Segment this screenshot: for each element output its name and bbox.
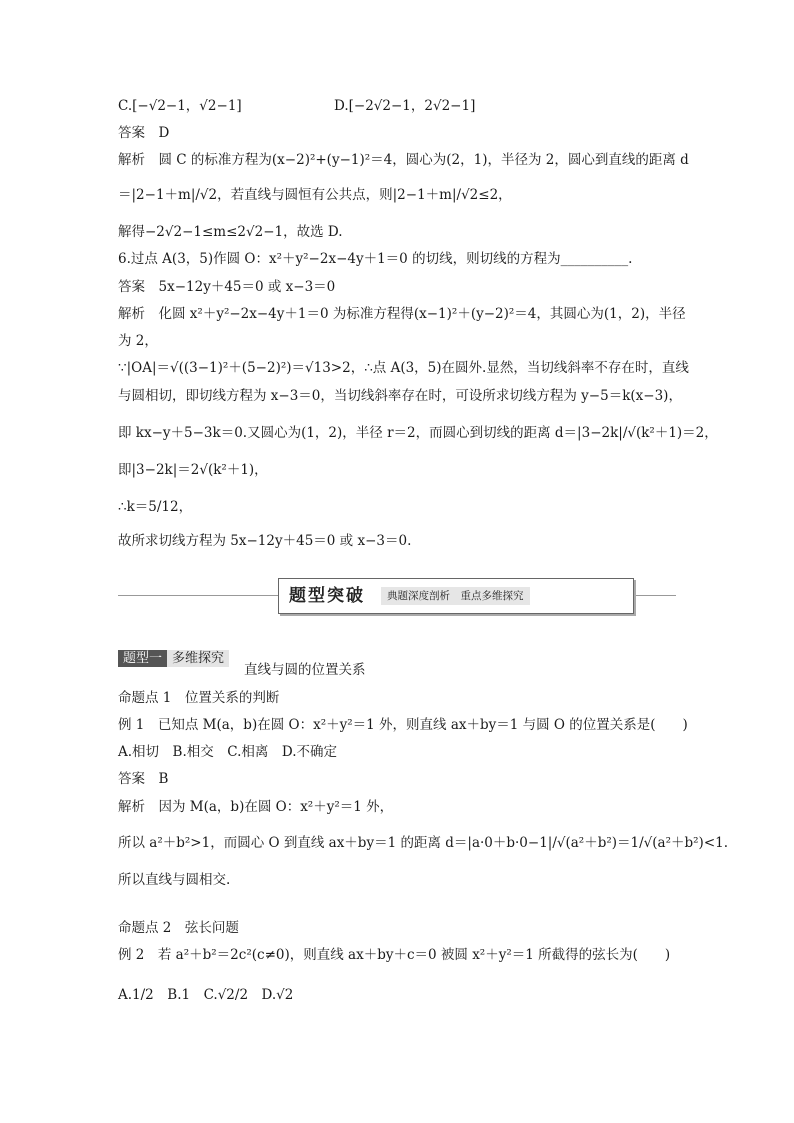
banner-frame	[278, 578, 634, 614]
analysis-5-line2: ＝|2−1＋m|/√2，若直线与圆恒有公共点，则|2−1＋m|/√2≤2，	[118, 187, 512, 203]
analysis-6-line1: 解析 化圆 x²＋y²−2x−4y＋1＝0 为标准方程得(x−1)²＋(y−2)²＝4，其圆心为(1，2)，半径	[118, 306, 686, 322]
topic-title: 直线与圆的位置关系	[244, 662, 366, 678]
example-1-analysis-line2: 所以 a²＋b²>1，而圆心 O 到直线 ax＋by＝1 的距离 d＝|a·0＋b·0−1|/√(a²＋b²)＝1/√(a²＋b²)<1.	[118, 835, 729, 851]
subtopic-2: 命题点 2 弦长问题	[118, 920, 239, 936]
banner-title: 题型突破	[289, 586, 365, 606]
section-banner	[118, 576, 676, 616]
answer-5: 答案 D	[118, 125, 170, 141]
example-1: 例 1 已知点 M(a，b)在圆 O：x²＋y²＝1 外，则直线 ax＋by＝1 与圆 O 的位置关系是( )	[118, 717, 688, 733]
answer-6: 答案 5x−12y＋45＝0 或 x−3＝0	[118, 279, 336, 295]
example-1-options: A.相切 B.相交 C.相离 D.不确定	[118, 744, 338, 760]
example-2-options: A.1/2 B.1 C.√2/2 D.√2	[118, 987, 294, 1003]
analysis-6-line5: 即 kx−y＋5−3k＝0.又圆心为(1，2)，半径 r＝2，而圆心到切线的距离 d＝|3−2k|/√(k²＋1)＝2，	[118, 425, 718, 441]
example-1-analysis-line1: 解析 因为 M(a，b)在圆 O：x²＋y²＝1 外，	[118, 799, 394, 815]
analysis-6-line6: 即|3−2k|＝2√(k²＋1)，	[118, 462, 268, 478]
analysis-6-line4: 与圆相切，即切线方程为 x−3＝0，当切线斜率存在时，可设所求切线方程为 y−5＝k(x−3)，	[118, 388, 682, 404]
option-d: D.[−2√2−1，2√2−1]	[334, 98, 476, 114]
analysis-6-line3: ∵|OA|＝√((3−1)²＋(5−2)²)＝√13>2，∴点 A(3，5)在圆外.显然，当切线斜率不存在时，直线	[118, 360, 689, 376]
analysis-6-line2: 为 2，	[118, 333, 158, 349]
topic-tag-number: 题型一	[118, 650, 167, 667]
analysis-5-line3: 解得−2√2−1≤m≤2√2−1，故选 D.	[118, 224, 343, 240]
example-1-analysis-line3: 所以直线与圆相交.	[118, 872, 231, 888]
analysis-5-line1: 解析 圆 C 的标准方程为(x−2)²+(y−1)²＝4，圆心为(2，1)，半径为 2，圆心到直线的距离 d	[118, 152, 689, 168]
example-1-answer: 答案 B	[118, 771, 169, 787]
example-2: 例 2 若 a²＋b²＝2c²(c≠0)，则直线 ax＋by＋c＝0 被圆 x²＋y²＝1 所截得的弦长为( )	[118, 947, 671, 963]
topic-tag	[118, 647, 229, 665]
option-c: C.[−√2−1，√2−1]	[118, 98, 242, 114]
subtopic-1: 命题点 1 位置关系的判断	[118, 690, 280, 706]
topic-tag-type: 多维探究	[167, 650, 229, 667]
question-6: 6.过点 A(3，5)作圆 O：x²＋y²−2x−4y＋1＝0 的切线，则切线的方程为__________.	[118, 251, 633, 267]
analysis-6-conclusion: 故所求切线方程为 5x−12y＋45＝0 或 x−3＝0.	[118, 533, 412, 549]
analysis-6-line7: ∴k＝5/12，	[118, 499, 193, 515]
banner-subtitle: 典题深度剖析 重点多维探究	[381, 587, 530, 605]
